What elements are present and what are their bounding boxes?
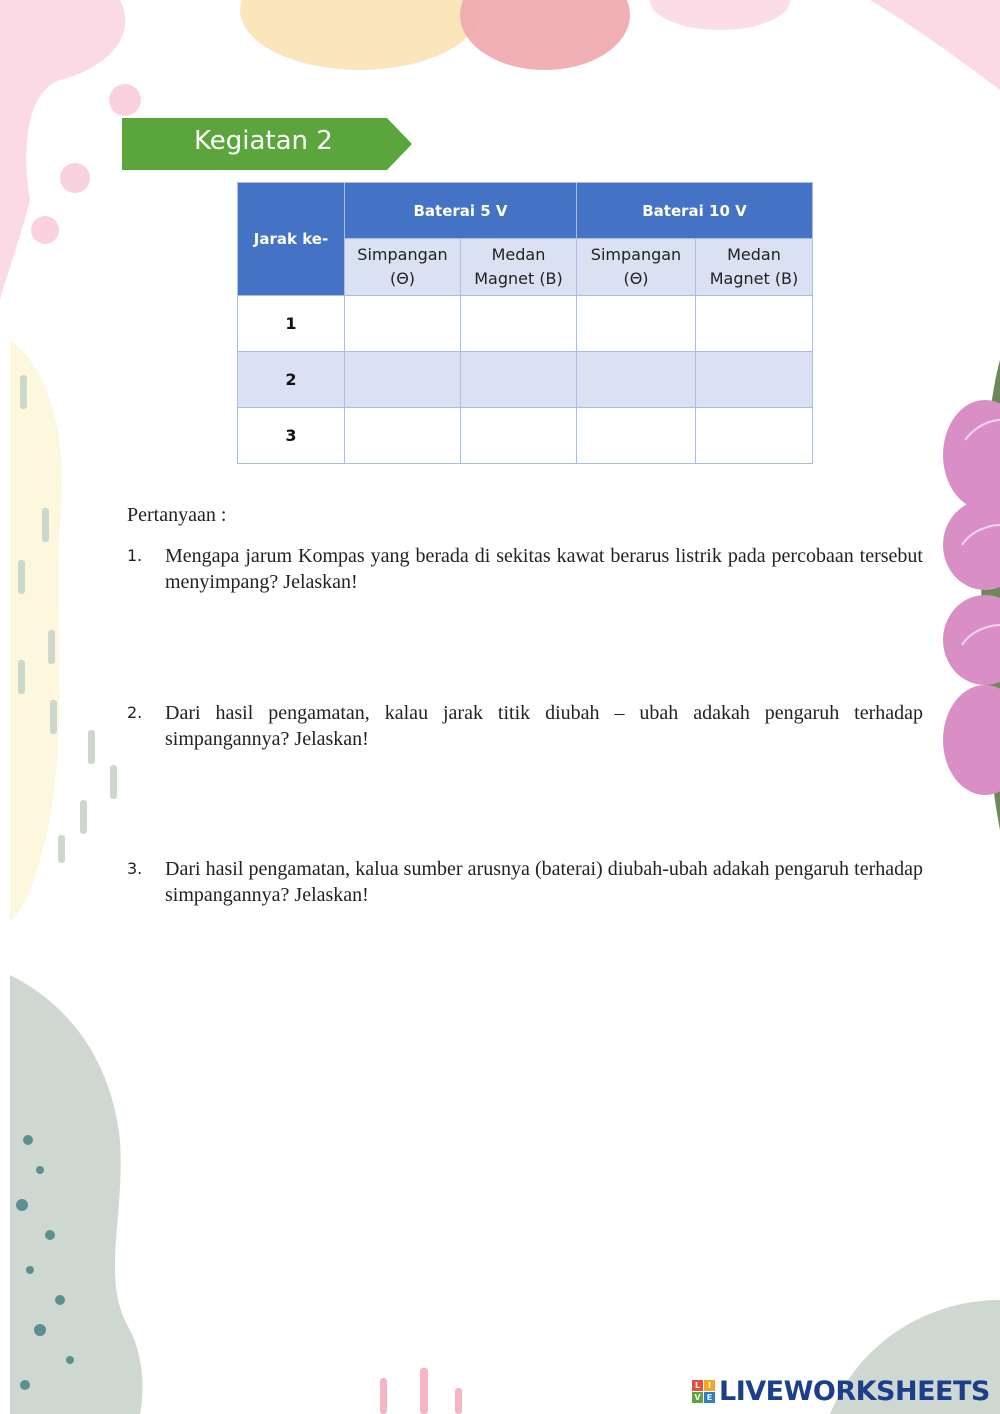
logo-icon-letter: E (704, 1392, 715, 1403)
activity-title: Kegiatan 2 (194, 126, 333, 156)
answer-cell[interactable] (696, 296, 813, 352)
answer-cell[interactable] (345, 408, 461, 464)
group-header-label: Baterai 5 V (413, 201, 508, 220)
subheader-line: Simpangan (590, 245, 682, 264)
liveworksheets-logo[interactable] (692, 1374, 990, 1408)
subheader-deflection-10v (577, 239, 696, 296)
question-item (127, 856, 923, 908)
activity-banner (122, 118, 412, 170)
table-row (238, 352, 813, 408)
question-number: 3. (127, 859, 143, 878)
answer-cell[interactable] (696, 352, 813, 408)
group-header-5v (345, 183, 577, 239)
question-item (127, 543, 923, 595)
question-number: 1. (127, 546, 143, 565)
question-text: Dari hasil pengamatan, kalau jarak titik diubah – ubah adakah pengaruh terhadap simpangannya? Jelaskan! (165, 702, 923, 750)
group-header-10v (577, 183, 813, 239)
answer-cell[interactable] (577, 408, 696, 464)
subheader-line: (Θ) (389, 269, 416, 288)
table-row (238, 408, 813, 464)
answer-cell[interactable] (345, 296, 461, 352)
answer-cell[interactable] (461, 352, 577, 408)
row-label: 2 (238, 352, 345, 408)
section-title: Pertanyaan : (127, 504, 227, 526)
subheader-line: Medan (491, 245, 546, 264)
logo-icon-letter: I (704, 1380, 715, 1391)
subheader-line: (Θ) (623, 269, 649, 288)
logo-text: LIVEWORKSHEETS (719, 1375, 990, 1407)
observation-table (237, 182, 813, 464)
answer-cell[interactable] (461, 408, 577, 464)
subheader-line: Simpangan (357, 245, 448, 264)
question-number: 2. (127, 703, 143, 722)
group-header-label: Baterai 10 V (642, 201, 747, 220)
subheader-line: Medan (727, 245, 781, 264)
subheader-deflection-5v (345, 239, 461, 296)
answer-cell[interactable] (696, 408, 813, 464)
row-label: 3 (238, 408, 345, 464)
answer-cell[interactable] (577, 296, 696, 352)
logo-icon-letter: L (692, 1380, 703, 1391)
row-header-cell (238, 183, 345, 296)
subheader-line: Magnet (B) (474, 269, 563, 288)
subheader-line: Magnet (B) (709, 269, 799, 288)
answer-cell[interactable] (577, 352, 696, 408)
subheader-field-10v (696, 239, 813, 296)
answer-cell[interactable] (461, 296, 577, 352)
logo-grid-icon (692, 1380, 715, 1403)
row-header-label: Jarak ke- (253, 230, 329, 248)
subheader-field-5v (461, 239, 577, 296)
table-row (238, 296, 813, 352)
row-label: 1 (238, 296, 345, 352)
question-text: Dari hasil pengamatan, kalua sumber arusnya (baterai) diubah-ubah adakah pengaruh terhadap simpangannya? Jelaskan! (165, 858, 923, 906)
logo-icon-letter: V (692, 1392, 703, 1403)
question-item (127, 700, 923, 752)
question-text: Mengapa jarum Kompas yang berada di sekitas kawat berarus listrik pada percobaan tersebut menyimpang? Jelaskan! (165, 545, 923, 593)
answer-cell[interactable] (345, 352, 461, 408)
